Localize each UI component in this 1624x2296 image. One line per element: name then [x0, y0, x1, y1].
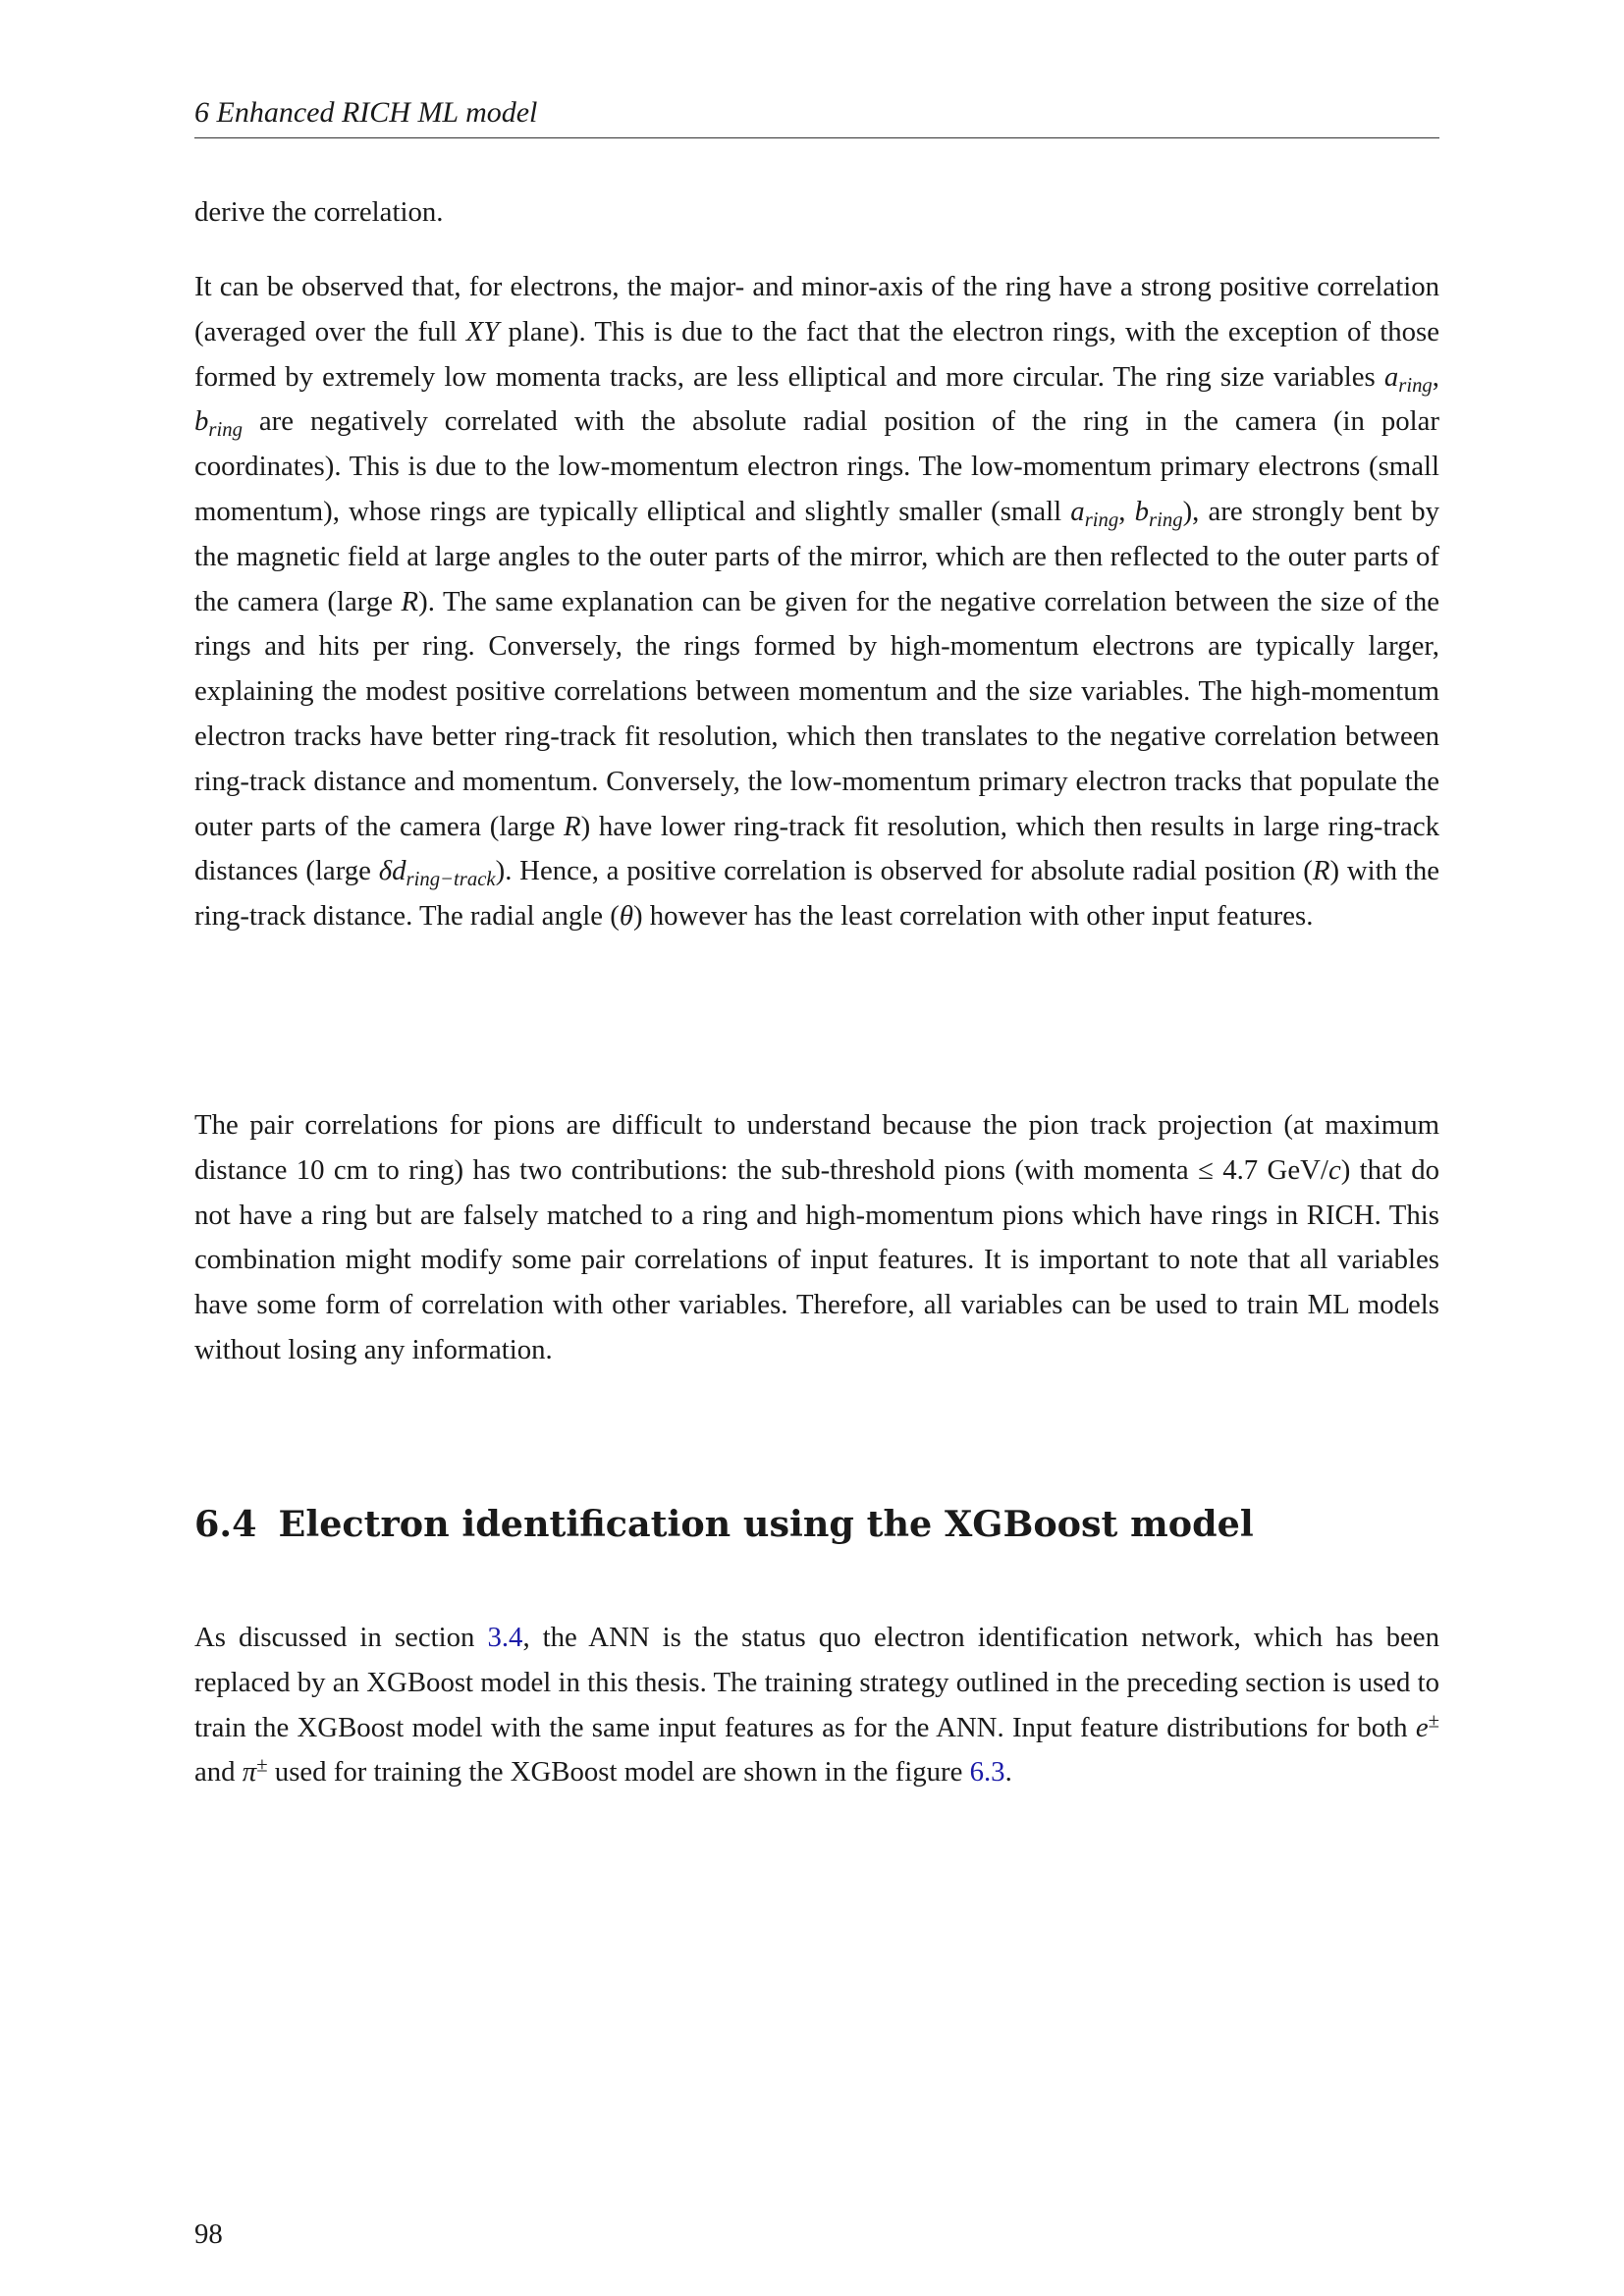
text-run: are negatively correlated with the absolute radial position of the ring in the camera (in polar coordinates). This is due to the low-momentum electron rings. The low-momentum primary electrons (small momentum), whose rings are typically elliptical and slightly smaller (small — [194, 405, 1439, 527]
math-r: R — [564, 810, 581, 842]
math-a-ring: a — [1070, 495, 1085, 527]
math-pion: π — [242, 1756, 257, 1789]
section-title: Electron identification using the XGBoost model — [278, 1503, 1254, 1545]
text-run: ) have lower ring-track fit resolution, which then results in large ring-track distances (large — [194, 810, 1440, 887]
paragraph-xgboost-intro — [194, 1616, 1439, 1795]
text-run: plane). This is due to the fact that the electron rings, with the exception of those formed by extremely low momenta tracks, are less elliptical and more circular. The ring size variables — [194, 315, 1439, 393]
math-a-ring: a — [1383, 360, 1399, 393]
text-run: derive the correlation. — [194, 196, 444, 228]
section-reference-link[interactable]: 3.4 — [487, 1622, 523, 1653]
math-superscript: ± — [256, 1755, 268, 1778]
text-run: The pair correlations for pions are difficult to understand because the pion track projection (at maximum distance 10 cm to ring) has two contributions: the sub-threshold pions (with momenta ≤ 4.7 GeV/ — [194, 1109, 1439, 1186]
text-run: , — [1118, 495, 1135, 527]
page-number: 98 — [194, 2218, 223, 2250]
figure-reference-link[interactable]: 6.3 — [969, 1756, 1005, 1789]
text-run: ). The same explanation can be given for the negative correlation between the size of the rings and hits per ring. Conversely, the rings formed by high-momentum electrons are typically larger, explaining the modest positive correlations between momentum and the size variables. The high-momentum electron tracks have better ring-track fit resolution, which then translates to the negative correlation between ring-track distance and momentum. Conversely, the low-momentum primary electron tracks that populate the outer parts of the camera (large — [194, 585, 1440, 842]
math-c: c — [1327, 1153, 1341, 1186]
paragraph-pion-correlations — [194, 1103, 1439, 1373]
math-r: R — [1312, 855, 1330, 887]
running-header: 6 Enhanced RICH ML model — [194, 94, 1439, 138]
text-run: ) however has the least correlation with other input features. — [632, 900, 1314, 933]
math-subscript: ring — [1084, 508, 1119, 531]
paragraph-electron-correlations — [194, 265, 1439, 939]
text-run: , the ANN is the status quo electron identification network, which has been replaced by an XGBoost model in this thesis. The training strategy outlined in the preceding section is used to train the XGBoost model with the same input features as for the ANN. Input feature distributions for both — [194, 1622, 1439, 1743]
math-subscript: ring — [1149, 508, 1183, 531]
text-run: , — [1432, 360, 1439, 393]
text-run: and — [194, 1756, 243, 1789]
math-electron: e — [1415, 1711, 1429, 1743]
text-run: ). Hence, a positive correlation is observed for absolute radial position ( — [495, 855, 1313, 887]
text-run: . — [1004, 1756, 1012, 1789]
math-theta: θ — [619, 900, 633, 933]
math-b-ring: b — [194, 405, 209, 438]
math-superscript: ± — [1428, 1710, 1439, 1733]
text-run: ) that do not have a ring but are falsely matched to a ring and high-momentum pions which have rings in RICH. This combination might modify some pair correlations of input features. It is important to note that all variables have some form of correlation with other variables. Therefore, all variables can be used to train ML models without losing any information. — [194, 1153, 1439, 1365]
math-subscript: ring — [208, 419, 243, 442]
text-run: ), are strongly bent by the magnetic field at large angles to the outer parts of the mirror, which are then reflected to the outer parts of the camera (large — [194, 495, 1440, 617]
math-r: R — [401, 585, 419, 617]
section-number: 6.4 — [194, 1503, 257, 1545]
document-page — [194, 0, 1439, 2296]
math-subscript: ring — [1398, 374, 1433, 397]
math-xy: XY — [465, 315, 500, 347]
math-b-ring: b — [1134, 495, 1150, 527]
section-heading — [194, 1502, 1439, 1547]
math-subscript: ring−track — [406, 869, 496, 891]
text-run: As discussed in section — [194, 1622, 488, 1653]
text-run: It can be observed that, for electrons, the major- and minor-axis of the ring have a strong positive correlation (averaged over the full — [194, 271, 1439, 347]
math-delta-d: δd — [378, 855, 406, 887]
text-run: ) with the ring-track distance. The radial angle ( — [194, 855, 1439, 933]
paragraph-continuation — [194, 190, 1439, 236]
text-run: used for training the XGBoost model are shown in the figure — [267, 1756, 970, 1789]
